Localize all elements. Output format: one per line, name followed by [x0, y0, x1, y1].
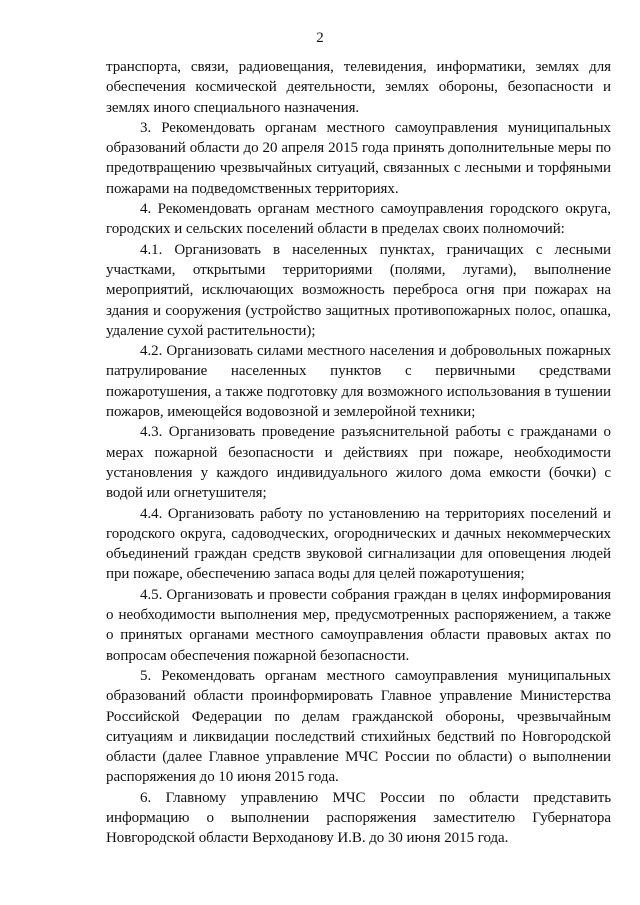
paragraph-continuation: транспорта, связи, радиовещания, телевидения, информатики, землях для обеспечения космической деятельности, землях обороны, безопасности и землях иного специального назначения.	[106, 59, 611, 116]
document-body	[106, 57, 611, 849]
paragraph-item-4-1: 4.1. Организовать в населенных пунктах, граничащих с лесными участками, открытыми территориями (полями, лугами), выполнение мероприятий, исключающих возможность переброса огня при пожарах на здания и сооружения (устройство защитных противопожарных полос, опашка, удаление сухой растительности);	[106, 241, 611, 339]
paragraph-item-4-2: 4.2. Организовать силами местного населения и добровольных пожарных патрулирование населенных пунктов с первичными средствами пожаротушения, а также подготовку для возможного использования в тушении пожаров, имеющейся водовозной и землеройной техники;	[106, 343, 611, 421]
paragraph-item-5: 5. Рекомендовать органам местного самоуправления муниципальных образований области проинформировать Главное управление Министерства Российской Федерации по делам гражданской обороны, чрезвычайным ситуациям и ликвидации последствий стихийных бедствий по Новгородской области (далее Главное управление МЧС России по области) о выполнении распоряжения до 10 июня 2015 года.	[106, 667, 611, 786]
paragraph-item-4-3: 4.3. Организовать проведение разъяснительной работы с гражданами о мерах пожарной безопасности и действиях при пожаре, необходимости установления у каждого индивидуального жилого дома емкости (бочки) с водой или огнетушителя;	[106, 424, 611, 502]
paragraph-item-4-5: 4.5. Организовать и провести собрания граждан в целях информирования о необходимости выполнения мер, предусмотренных распоряжением, а также о принятых органами местного самоуправления области правовых актах по вопросам обеспечения пожарной безопасности.	[106, 586, 611, 664]
paragraph-item-3: 3. Рекомендовать органам местного самоуправления муниципальных образований области до 20 апреля 2015 года принять дополнительные меры по предотвращению чрезвычайных ситуаций, связанных с лесными и торфяными пожарами на подведомственных территориях.	[106, 119, 611, 197]
paragraph-item-4: 4. Рекомендовать органам местного самоуправления городского округа, городских и сельских поселений области в пределах своих полномочий:	[106, 201, 611, 238]
paragraph-item-4-4: 4.4. Организовать работу по установлению на территориях поселений и городского округа, садоводческих, огороднических и дачных некоммерческих объединений граждан средств звуковой сигнализации для оповещения людей при пожаре, обеспечению запаса воды для целей пожаротушения;	[106, 505, 611, 583]
paragraph-item-6: 6. Главному управлению МЧС России по области представить информацию о выполнении распоряжения заместителю Губернатора Новгородской области Верходанову И.В. до 30 июня 2015 года.	[106, 789, 611, 847]
page-number: 2	[316, 30, 324, 46]
